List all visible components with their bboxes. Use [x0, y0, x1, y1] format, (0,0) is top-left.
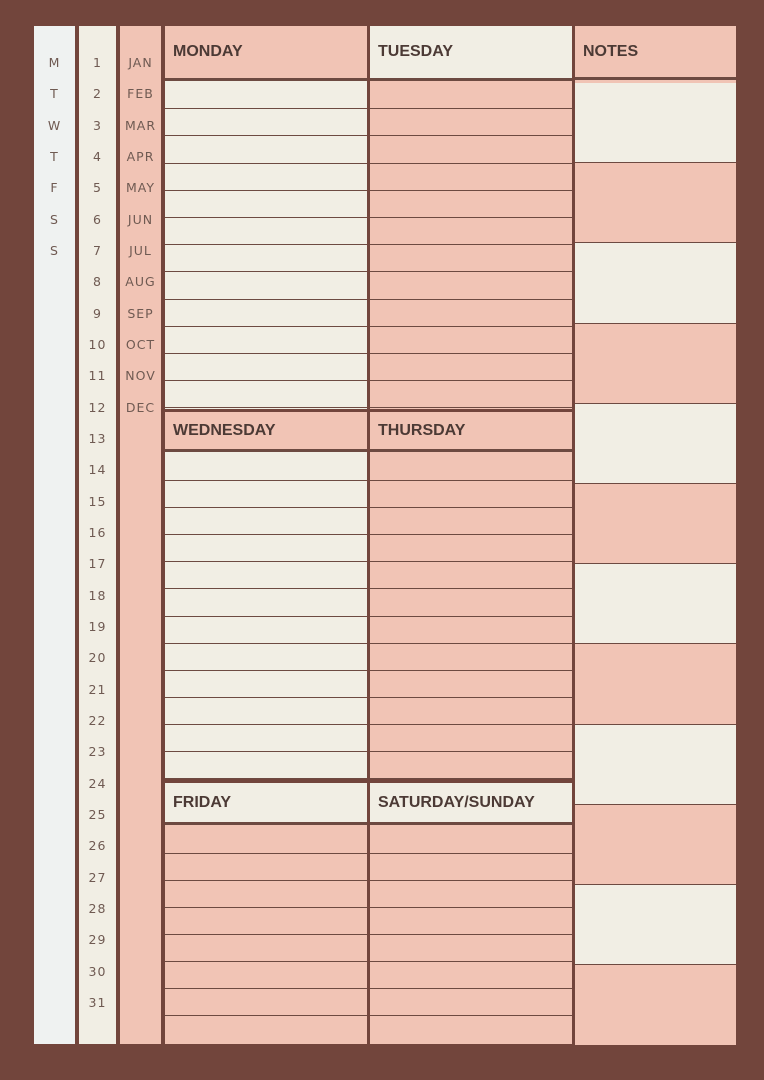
- writing-line[interactable]: [165, 535, 367, 562]
- notes-box[interactable]: [575, 163, 736, 243]
- date-label: 8: [93, 274, 102, 290]
- writing-line[interactable]: [165, 136, 367, 163]
- writing-line[interactable]: [370, 300, 572, 327]
- weekday-label: W: [47, 117, 62, 133]
- month-label: JAN: [128, 55, 153, 70]
- writing-line[interactable]: [165, 164, 367, 191]
- date-label: 10: [88, 336, 107, 352]
- weekday-strip: [34, 26, 75, 1044]
- writing-line[interactable]: [165, 218, 367, 245]
- monday-header: [165, 26, 367, 81]
- writing-line[interactable]: [370, 908, 572, 935]
- writing-line[interactable]: [370, 725, 572, 752]
- month-strip: [120, 26, 161, 1044]
- weekday-label: T: [50, 86, 59, 102]
- month-label: MAR: [124, 117, 157, 133]
- weekend-title: SATURDAY/SUNDAY: [378, 793, 535, 811]
- writing-line[interactable]: [165, 671, 367, 698]
- notes-box[interactable]: [575, 83, 736, 163]
- writing-line[interactable]: [370, 671, 572, 698]
- writing-line[interactable]: [370, 935, 572, 962]
- friday-title: FRIDAY: [173, 793, 232, 811]
- writing-line[interactable]: [165, 644, 367, 671]
- writing-line[interactable]: [165, 82, 367, 109]
- wednesday-panel: [165, 412, 367, 779]
- date-label: 19: [88, 618, 107, 634]
- writing-line[interactable]: [165, 617, 367, 644]
- date-label: 30: [88, 963, 107, 979]
- writing-line[interactable]: [165, 327, 367, 354]
- notes-box[interactable]: [575, 885, 736, 965]
- writing-line[interactable]: [370, 82, 572, 109]
- notes-title: NOTES: [583, 42, 639, 60]
- thursday-title: THURSDAY: [378, 421, 466, 439]
- writing-line[interactable]: [165, 962, 367, 989]
- writing-line[interactable]: [165, 381, 367, 408]
- monday-title: MONDAY: [173, 43, 243, 60]
- writing-line[interactable]: [370, 164, 572, 191]
- writing-line[interactable]: [165, 272, 367, 299]
- date-label: 2: [93, 86, 102, 102]
- wednesday-title: WEDNESDAY: [173, 421, 276, 439]
- date-label: 26: [88, 838, 107, 854]
- writing-line[interactable]: [370, 218, 572, 245]
- writing-line[interactable]: [370, 245, 572, 272]
- writing-line[interactable]: [370, 136, 572, 163]
- writing-line[interactable]: [165, 698, 367, 725]
- date-label: 28: [88, 900, 107, 916]
- writing-line[interactable]: [165, 827, 367, 854]
- month-label: JUN: [127, 211, 154, 227]
- notes-box[interactable]: [575, 324, 736, 404]
- writing-line[interactable]: [165, 481, 367, 508]
- date-label: 3: [93, 117, 102, 133]
- month-label: SEP: [127, 305, 154, 321]
- writing-line[interactable]: [370, 272, 572, 299]
- weekend-panel: [370, 783, 572, 1044]
- writing-line[interactable]: [370, 644, 572, 671]
- weekend-header: [370, 783, 572, 825]
- month-label: APR: [126, 148, 155, 164]
- writing-line[interactable]: [165, 725, 367, 752]
- writing-line[interactable]: [165, 562, 367, 589]
- writing-line[interactable]: [370, 562, 572, 589]
- notes-box[interactable]: [575, 243, 736, 323]
- writing-line[interactable]: [165, 752, 367, 779]
- writing-line[interactable]: [370, 752, 572, 779]
- date-label: 4: [93, 148, 102, 164]
- tuesday-panel: [370, 26, 572, 409]
- month-label: DEC: [125, 399, 156, 415]
- writing-line[interactable]: [165, 881, 367, 908]
- date-strip: [79, 26, 116, 1044]
- weekday-label: S: [50, 242, 59, 258]
- writing-line[interactable]: [165, 508, 367, 535]
- monday-panel: [165, 26, 367, 409]
- notes-box[interactable]: [575, 484, 736, 564]
- writing-line[interactable]: [165, 191, 367, 218]
- writing-line[interactable]: [370, 881, 572, 908]
- date-label: 22: [88, 712, 107, 728]
- date-label: 15: [88, 493, 107, 509]
- writing-line[interactable]: [165, 245, 367, 272]
- writing-line[interactable]: [370, 535, 572, 562]
- friday-panel: [165, 783, 367, 1044]
- writing-line[interactable]: [370, 381, 572, 408]
- writing-line[interactable]: [370, 854, 572, 881]
- date-label: 13: [88, 430, 107, 446]
- writing-line[interactable]: [370, 962, 572, 989]
- writing-line[interactable]: [370, 354, 572, 381]
- month-label: OCT: [125, 336, 156, 352]
- writing-line[interactable]: [370, 617, 572, 644]
- writing-line[interactable]: [165, 109, 367, 136]
- writing-line[interactable]: [370, 989, 572, 1016]
- date-label: 14: [88, 462, 107, 478]
- writing-line[interactable]: [165, 935, 367, 962]
- writing-line[interactable]: [370, 698, 572, 725]
- notes-box[interactable]: [575, 404, 736, 484]
- month-label: NOV: [125, 368, 156, 384]
- notes-box[interactable]: [575, 644, 736, 724]
- month-label: FEB: [127, 86, 154, 102]
- notes-box[interactable]: [575, 965, 736, 1045]
- notes-box[interactable]: [575, 564, 736, 644]
- thursday-panel: [370, 412, 572, 779]
- writing-line[interactable]: [370, 590, 572, 617]
- date-label: 21: [88, 681, 107, 697]
- date-label: 27: [88, 869, 107, 885]
- date-label: 9: [93, 305, 102, 321]
- writing-line[interactable]: [370, 109, 572, 136]
- writing-line[interactable]: [370, 827, 572, 854]
- date-label: 11: [88, 368, 107, 384]
- writing-line[interactable]: [370, 327, 572, 354]
- writing-line[interactable]: [165, 989, 367, 1016]
- date-label: 17: [88, 556, 107, 572]
- date-label: 31: [88, 994, 107, 1010]
- writing-line[interactable]: [370, 481, 572, 508]
- month-label: JUL: [129, 242, 152, 258]
- date-label: 1: [93, 55, 102, 70]
- date-label: 20: [88, 650, 107, 666]
- wednesday-header: [165, 412, 367, 452]
- tuesday-title: TUESDAY: [378, 43, 453, 60]
- date-label: 23: [88, 744, 107, 760]
- weekday-label: M: [48, 55, 61, 70]
- writing-line[interactable]: [165, 300, 367, 327]
- notes-header: [575, 26, 736, 80]
- friday-header: [165, 783, 367, 825]
- writing-line[interactable]: [370, 508, 572, 535]
- writing-line[interactable]: [165, 908, 367, 935]
- date-label: 29: [88, 932, 107, 948]
- date-label: 12: [88, 399, 107, 415]
- date-label: 16: [88, 524, 107, 540]
- writing-line[interactable]: [165, 590, 367, 617]
- tuesday-header: [370, 26, 572, 81]
- weekday-label: S: [50, 211, 59, 227]
- writing-line[interactable]: [370, 191, 572, 218]
- date-label: 24: [88, 775, 107, 791]
- writing-line[interactable]: [165, 354, 367, 381]
- date-label: 6: [93, 211, 102, 227]
- notes-box[interactable]: [575, 805, 736, 885]
- month-label: AUG: [125, 274, 156, 290]
- notes-panel: [575, 26, 736, 1044]
- date-label: 7: [93, 242, 102, 258]
- writing-line[interactable]: [165, 454, 367, 481]
- date-label: 18: [88, 587, 107, 603]
- weekday-label: F: [50, 180, 59, 196]
- notes-box[interactable]: [575, 725, 736, 805]
- date-label: 25: [88, 806, 107, 822]
- writing-line[interactable]: [165, 854, 367, 881]
- thursday-header: [370, 412, 572, 452]
- weekday-label: T: [50, 148, 59, 164]
- writing-line[interactable]: [370, 454, 572, 481]
- month-label: MAY: [125, 180, 155, 196]
- date-label: 5: [93, 180, 102, 196]
